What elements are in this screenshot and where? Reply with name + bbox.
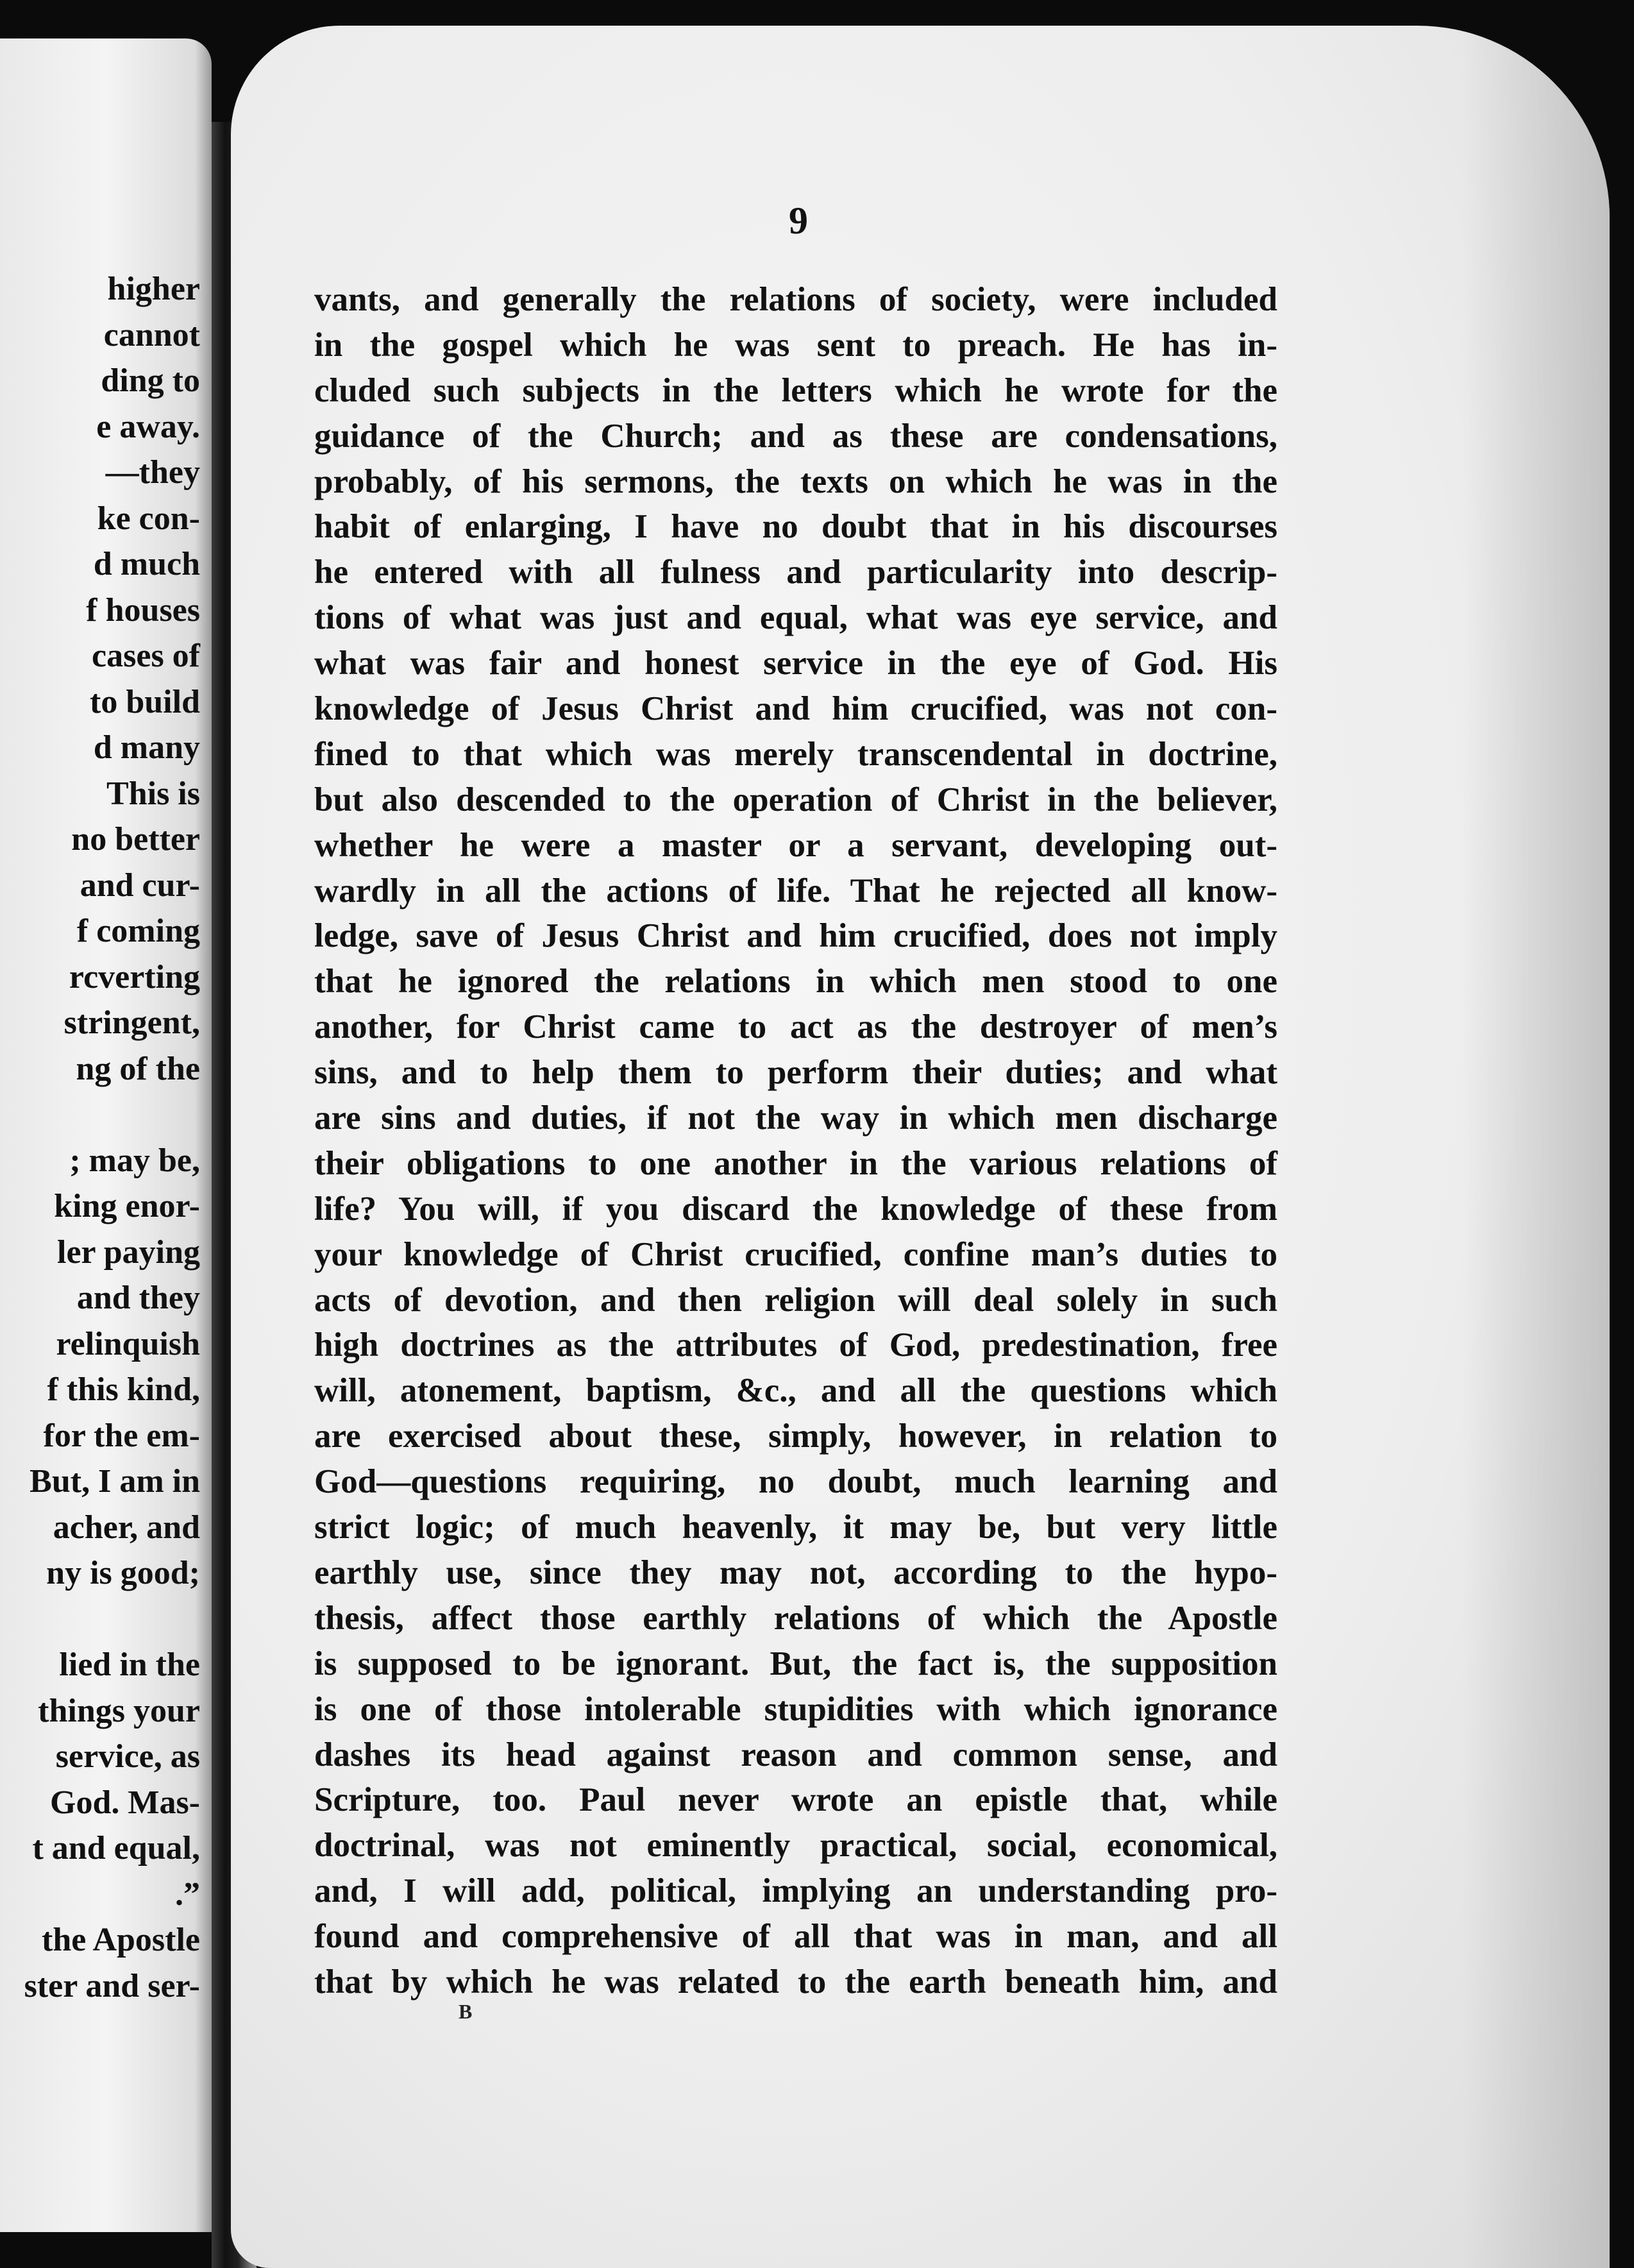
- text-line: cluded such subjects in the letters which he wrote for the: [314, 371, 1277, 409]
- text-line: that he ignored the relations in which men stood to one: [314, 963, 1277, 1001]
- text-line: found and comprehensive of all that was in man, and all: [314, 1918, 1277, 1956]
- text-line: Scripture, too. Paul never wrote an epistle that, while: [314, 1781, 1277, 1819]
- text-line: what was fair and honest service in the eye of God. His: [314, 645, 1277, 682]
- text-line: he entered with all fulness and particularity into descrip-: [314, 554, 1277, 591]
- previous-page-line: God. Mas-: [50, 1784, 200, 1821]
- previous-page-line: f coming: [76, 913, 200, 949]
- previous-page-line: rcverting: [69, 958, 200, 995]
- text-line: in the gospel which he was sent to preach. He has in-: [314, 326, 1277, 364]
- text-line: guidance of the Church; and as these are condensations,: [314, 417, 1277, 455]
- text-line: God—questions requiring, no doubt, much learning and: [314, 1463, 1277, 1501]
- previous-page-line: stringent,: [63, 1004, 200, 1041]
- previous-page-line: —they: [105, 454, 200, 491]
- text-line: tions of what was just and equal, what was eye service, and: [314, 599, 1277, 637]
- previous-page-line: service, as: [55, 1738, 200, 1775]
- text-line: are sins and duties, if not the way in which men discharge: [314, 1099, 1277, 1137]
- text-line: habit of enlarging, I have no doubt that in his discourses: [314, 508, 1277, 546]
- previous-page-line: d many: [93, 729, 200, 766]
- text-line: but also descended to the operation of Christ in the believer,: [314, 781, 1277, 818]
- text-line: vants, and generally the relations of society, were included: [314, 281, 1277, 318]
- text-line: doctrinal, was not eminently practical, social, economical,: [314, 1827, 1277, 1865]
- text-line: fined to that which was merely transcendental in doctrine,: [314, 735, 1277, 773]
- previous-page-line: and cur-: [80, 867, 200, 904]
- text-line: life? You will, if you discard the knowledge of these from: [314, 1190, 1277, 1228]
- text-line: thesis, affect those earthly relations of which the Apostle: [314, 1599, 1277, 1637]
- text-line: your knowledge of Christ crucified, confine man’s duties to: [314, 1235, 1277, 1273]
- previous-page-line: and they: [76, 1280, 200, 1316]
- signature-mark: B: [459, 2000, 473, 2023]
- text-line: dashes its head against reason and common sense, and: [314, 1736, 1277, 1773]
- previous-page-line: [24, 1092, 200, 1138]
- previous-page-line: f houses: [86, 591, 200, 629]
- previous-page-line: cases of: [92, 638, 200, 674]
- text-line: acts of devotion, and then religion will deal solely in such: [314, 1281, 1277, 1319]
- text-line: probably, of his sermons, the texts on which he was in the: [314, 462, 1277, 500]
- previous-page-line: to build: [90, 683, 200, 720]
- text-line: is supposed to be ignorant. But, the fact is, the supposition: [314, 1645, 1277, 1682]
- text-line: wardly in all the actions of life. That he rejected all know-: [314, 872, 1277, 910]
- previous-page-line: e away.: [96, 408, 200, 445]
- previous-page-line: ; may be,: [69, 1142, 200, 1179]
- previous-page-line: cannot: [103, 316, 200, 353]
- text-line: strict logic; of much heavenly, it may be, but very little: [314, 1509, 1277, 1546]
- text-line: knowledge of Jesus Christ and him crucified, was not con-: [314, 690, 1277, 728]
- previous-page-line: no better: [71, 821, 200, 858]
- text-line: is one of those intolerable stupidities with which ignorance: [314, 1690, 1277, 1728]
- text-line: are exercised about these, simply, however, in relation to: [314, 1418, 1277, 1455]
- text-line: that by which he was related to the earth beneath him, and: [314, 1963, 1277, 2001]
- previous-page-line: ler paying: [57, 1233, 200, 1271]
- previous-page-line: [24, 1596, 200, 1643]
- previous-page-line: ng of the: [76, 1050, 200, 1087]
- text-line: another, for Christ came to act as the destroyer of men’s: [314, 1008, 1277, 1046]
- previous-page-line: ding to: [101, 362, 200, 399]
- previous-page-line: ke con-: [97, 500, 200, 537]
- text-line: ledge, save of Jesus Christ and him crucified, does not imply: [314, 917, 1277, 955]
- previous-page-line: king enor-: [54, 1188, 200, 1224]
- page-number: 9: [789, 199, 808, 242]
- previous-page-line: acher, and: [53, 1509, 200, 1546]
- text-line: earthly use, since they may not, according to the hypo-: [314, 1553, 1277, 1591]
- text-line: sins, and to help them to perform their duties; and what: [314, 1054, 1277, 1092]
- text-line: and, I will add, political, implying an understanding pro-: [314, 1872, 1277, 1910]
- current-page: [231, 26, 1610, 2268]
- text-line: whether he were a master or a servant, developing out-: [314, 826, 1277, 864]
- text-line: will, atonement, baptism, &c., and all the questions which: [314, 1372, 1277, 1410]
- page-body-text: [314, 277, 1277, 2005]
- text-line: their obligations to one another in the various relations of: [314, 1144, 1277, 1182]
- previous-page-line: This is: [106, 775, 200, 812]
- text-line: high doctrines as the attributes of God, predestination, free: [314, 1326, 1277, 1364]
- previous-page-line: ny is good;: [46, 1555, 200, 1591]
- previous-page-line: .”: [175, 1875, 200, 1913]
- previous-page-line: things your: [38, 1692, 200, 1729]
- previous-page-line: d much: [93, 546, 200, 582]
- previous-page-line: f this kind,: [47, 1371, 200, 1408]
- previous-page: [0, 38, 212, 2232]
- previous-page-line: for the em-: [43, 1417, 200, 1454]
- previous-page-line: relinquish: [56, 1325, 200, 1362]
- previous-page-line: But, I am in: [29, 1463, 200, 1500]
- previous-page-line: lied in the: [59, 1646, 200, 1683]
- previous-page-line: t and equal,: [32, 1830, 200, 1866]
- previous-page-text: [24, 266, 200, 2009]
- previous-page-line: the Apostle: [42, 1922, 200, 1958]
- previous-page-line: ster and ser-: [24, 1967, 200, 2004]
- previous-page-line: higher: [107, 271, 200, 307]
